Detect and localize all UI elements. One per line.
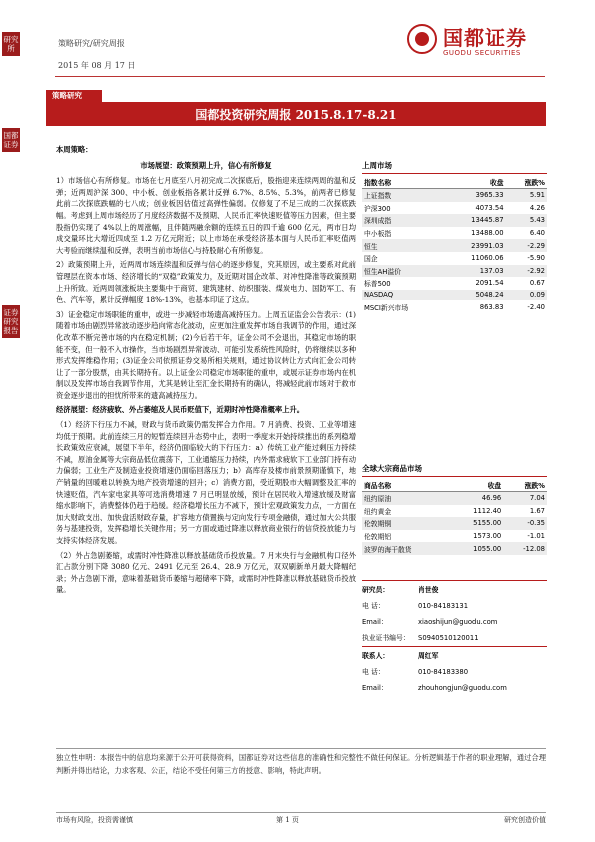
table-row	[362, 505, 547, 518]
report-type-label: 策略研究	[46, 90, 102, 102]
commodity-header-close: 收盘	[449, 479, 503, 492]
table-row	[362, 252, 547, 265]
index-name: 国企	[364, 255, 378, 264]
economic-outlook-heading: 经济展望：经济疲软、外占萎缩及人民币贬值下，近期时冲性降准概率上升。	[56, 405, 305, 415]
paragraph-economic-pressure: （1）经济下行压力不减，财政与货币政策仍需发挥合力作用。7 月消费、投资、工业等增速均低于预期。此前连续三月的短暂连续回升态势中止，表明一季度末开始持续推出的系列稳增长政策效应衰减，展望下半年，经济仍面临较大的下行压力：a）传统工业产能过剩压力持续不减，原油金属等大宗商品低位震荡下，工业通缩压力持续，内外需求疲软下工业部门持有动力偏弱；工业生产及制造业投资增速仍面临回落压力；b）高库存及楼市前景预期谨慎下，地产销量的回暖难以转换为地产投资增速的回升；c）消费方面，受近期股市大幅调整及汇率的快速贬值，汽车家电家具等可选消费增速 7 月已明显放缓，预计在居民收入增速放缓及财富缩水影响下，消费整体仍趋于趋缓。经济稳增长压力不减下，预计宏观政策发力点，一方面在加大财政支出、加快盘活财政存量，扩容地方债置换与定向发行专项金融债，通过加大公共服务与基建投资，发挥稳增长关键作用；另一方面或通过降准以释放商业银行的信贷投放能力与支持实体经济发展。	[56, 420, 356, 545]
index-change: -2.29	[506, 239, 547, 252]
report-title: 国都投资研究周报 2015.8.17-8.21	[195, 108, 397, 122]
market-panel	[362, 160, 547, 555]
commodity-name: 伦敦期铝	[364, 533, 392, 542]
sidebar-tag-company: 国都证券	[2, 128, 20, 152]
index-change: 5.91	[506, 189, 547, 202]
analyst-email-row	[362, 614, 547, 630]
company-logo	[407, 22, 557, 74]
independence-disclaimer: 独立性申明：本报告中的信息均来源于公开可获得资料，国都证券对这些信息的准确性和完整性不做任何保证。分析逻辑基于作者的职业理解，通过合理判断并得出结论，力求客观、公正，结论不受任何第三方的授意、影响，特此声明。	[56, 748, 546, 777]
index-close: 13488.00	[471, 229, 504, 238]
analyst-name: 肖世俊	[418, 586, 439, 594]
commodity-change: 7.04	[503, 491, 547, 504]
report-category: 策略研究/研究周报	[58, 39, 125, 48]
analyst-phone: 010-84183131	[418, 602, 469, 610]
commodity-close: 5155.00	[449, 517, 503, 530]
index-name: 上证指数	[362, 189, 444, 202]
index-name: NASDAQ	[362, 290, 444, 301]
commodity-name: 伦敦期铜	[362, 517, 449, 530]
table-row	[362, 227, 547, 240]
contact-phone-row	[362, 664, 547, 680]
market-outlook-heading: 市场展望：政策预期上升，信心有所修复	[140, 160, 272, 170]
sidebar-tag-report: 证券研究报告	[2, 305, 20, 338]
commodity-name: 波罗的海干散货	[362, 542, 449, 555]
logo-emblem-icon	[407, 24, 437, 54]
market-table-title: 上周市场	[362, 160, 547, 174]
market-header-name: 指数名称	[362, 176, 444, 189]
index-close: 2091.54	[475, 279, 504, 288]
commodity-table	[362, 479, 547, 555]
table-row	[362, 300, 547, 313]
index-close: 3965.33	[444, 189, 506, 202]
commodity-close: 1573.00	[473, 532, 502, 541]
market-header-close: 收盘	[444, 176, 506, 189]
paragraph-csf-role: 3）证金稳定市场职能的重申，或进一步减轻市场遗高减持压力。上周五证监会公告表示：(1)随着市场由剧烈异常波动逐步趋向常态化波动，应更加注重发挥市场自我调节的作用，通过深化改革不断完善市场的内在稳定机制；(2)今后若干年，证金公司不会退出，其稳定市场的职能不变，但一般不入市操作，当市场剧烈异常波动、可能引发系统性风险时，仍将继续以多种形式发挥维稳作用；(3)证金公司依照证券交易所相关规则，通过协议转让方式向汇金公司转让了一部分股票，由其长期持有。以上证金公司稳定市场职能的重申，或展示证券市场内在机制以及发挥市场自我调节作用，尤其是转让至汇金长期持有的确认，将减轻此前市场对于救市资金逐步退出的担忧所带来的遗高减持压力。	[56, 309, 356, 400]
index-close: 11060.06	[471, 254, 504, 263]
index-change: 0.67	[529, 279, 545, 288]
index-change: 6.40	[529, 229, 545, 238]
phone-label: 电 话：	[362, 602, 385, 610]
analyst-cert: S0940510120011	[418, 634, 479, 642]
commodity-header-name: 商品名称	[362, 479, 449, 492]
email-label: Email：	[362, 684, 388, 692]
email-label: Email：	[362, 618, 388, 626]
contact-role: 联系人：	[362, 652, 390, 660]
commodity-change: -0.35	[503, 517, 547, 530]
spacer	[362, 313, 547, 463]
phone-label: 电 话：	[362, 668, 385, 676]
table-row	[362, 290, 547, 301]
index-change: 5.43	[506, 214, 547, 227]
index-change: 0.09	[506, 290, 547, 301]
title-band	[46, 102, 546, 126]
commodity-table-title: 全球大宗商品市场	[362, 463, 547, 477]
left-sidebar	[0, 0, 22, 842]
commodity-name: 纽约原油	[362, 491, 449, 504]
report-date: 2015 年 08 月 17 日	[58, 61, 136, 70]
commodity-name: 纽约黄金	[364, 507, 392, 516]
table-row	[362, 542, 547, 555]
index-name: 沪深300	[364, 204, 391, 213]
index-change: -2.92	[506, 265, 547, 278]
paragraph-market-confidence: 1）市场信心有所修复。市场在七月底至八月初完成二次探底后，股指迎来连续两周的温和反弹；近两周沪深 300、中小板、创业板指各累计反弹 6.7%、8.5%、5.3%，前两者已修复此前二次探底跌幅的七八成；创业板因估值过高弹性偏弱。仅修复了不足三成的二次探底跌幅。考虑到上周市场经历了月度经济数据不及预期、人民币汇率快速贬值等压力因素，但主要股指仍实现了 4%以上的周涨幅，且伴随两融余额的连续五日的四千逾 600 亿元，两市日均成交量环比大增近四成至 1.2 万亿元附近；以上市场在承受经济基本面与人民币汇率贬值两大考验而继续温和反弹，表明当前市场信心与持股耐心有所修复。	[56, 176, 356, 255]
analyst-cert-row	[362, 630, 547, 646]
table-row	[362, 189, 547, 202]
page-number: 第 1 页	[276, 816, 299, 824]
cert-label: 执业证书编号：	[362, 634, 410, 642]
table-row	[362, 277, 547, 290]
index-close: 137.03	[444, 265, 506, 278]
table-row	[362, 214, 547, 227]
index-close: 863.83	[479, 302, 504, 311]
index-name: 标普500	[364, 280, 391, 289]
market-table	[362, 176, 547, 313]
table-row	[362, 530, 547, 543]
index-close: 13445.87	[444, 214, 506, 227]
contact-email-row	[362, 680, 547, 696]
sidebar-tag-research: 研究所	[2, 32, 20, 56]
header-divider	[55, 76, 545, 77]
market-header-change: 涨跌%	[506, 176, 547, 189]
table-row	[362, 239, 547, 252]
index-change: -2.40	[527, 302, 545, 311]
index-close: 4073.54	[475, 203, 504, 212]
section-heading: 本周策略：	[56, 145, 93, 154]
main-content	[56, 144, 356, 599]
table-row	[362, 517, 547, 530]
index-name: 深圳成指	[362, 214, 444, 227]
paragraph-fx-reserves: （2）外占急剧萎缩，或需时冲性降准以释放基础货币投放量。7 月末央行与金融机构口径外汇占款分别下降 3080 亿元、2491 亿元至 26.4、28.9 万亿元，双双刷新单月最大降幅纪录；外占急剧下滑，意味着基础货币萎缩与超储率下降，或需时冲性降准以释放基础货币投放量。	[56, 550, 356, 595]
commodity-close: 1112.40	[473, 506, 502, 515]
page-footer	[56, 812, 546, 826]
analyst-info	[362, 580, 547, 696]
contact-email[interactable]: zhouhongjun@guodu.com	[418, 684, 507, 692]
index-change: -5.90	[527, 254, 545, 263]
analyst-row	[362, 580, 547, 598]
index-change: 4.26	[529, 203, 545, 212]
logo-english-name: GUODU SECURITIES	[443, 49, 521, 57]
index-name: MSCI新兴市场	[364, 303, 409, 312]
table-row	[362, 491, 547, 504]
paragraph-policy-expectation: 2）政策预期上升，近两周市场连续温和反弹与信心的逐步修复，究其原因，或主要系对此前管理层在资本市场、经济增长的“双稳”政策发力，及近期对国企改革、对冲性降准等政策预期上升所致。近两周领涨板块主要集中于商贸、建筑建材、纺织服装、煤炭电力、国防军工、有色、汽车等，累计反弹幅度 18%-13%，也基本印证了这点。	[56, 260, 356, 305]
index-name: 中小板指	[364, 230, 392, 239]
index-name: 恒生	[362, 239, 444, 252]
commodity-close: 46.96	[449, 491, 503, 504]
contact-row	[362, 646, 547, 664]
analyst-phone-row	[362, 598, 547, 614]
index-close: 23991.03	[444, 239, 506, 252]
index-close: 5048.24	[444, 290, 506, 301]
commodity-close: 1055.00	[449, 542, 503, 555]
commodity-change: -1.01	[527, 532, 545, 541]
table-row	[362, 202, 547, 215]
index-name: 恒生AH溢价	[362, 265, 444, 278]
contact-name: 周红军	[418, 652, 439, 660]
analyst-email[interactable]: xiaoshijun@guodu.com	[418, 618, 498, 626]
contact-phone: 010-84183380	[418, 668, 469, 676]
commodity-header-change: 涨跌%	[503, 479, 547, 492]
analyst-role: 研究员：	[362, 586, 390, 594]
commodity-change: 1.67	[529, 506, 545, 515]
table-row	[362, 265, 547, 278]
commodity-change: -12.08	[503, 542, 547, 555]
logo-chinese-name: 国都证券	[443, 26, 527, 50]
footer-risk-note: 市场有风险，投资需谨慎	[56, 816, 133, 824]
footer-slogan: 研究创造价值	[504, 816, 546, 824]
